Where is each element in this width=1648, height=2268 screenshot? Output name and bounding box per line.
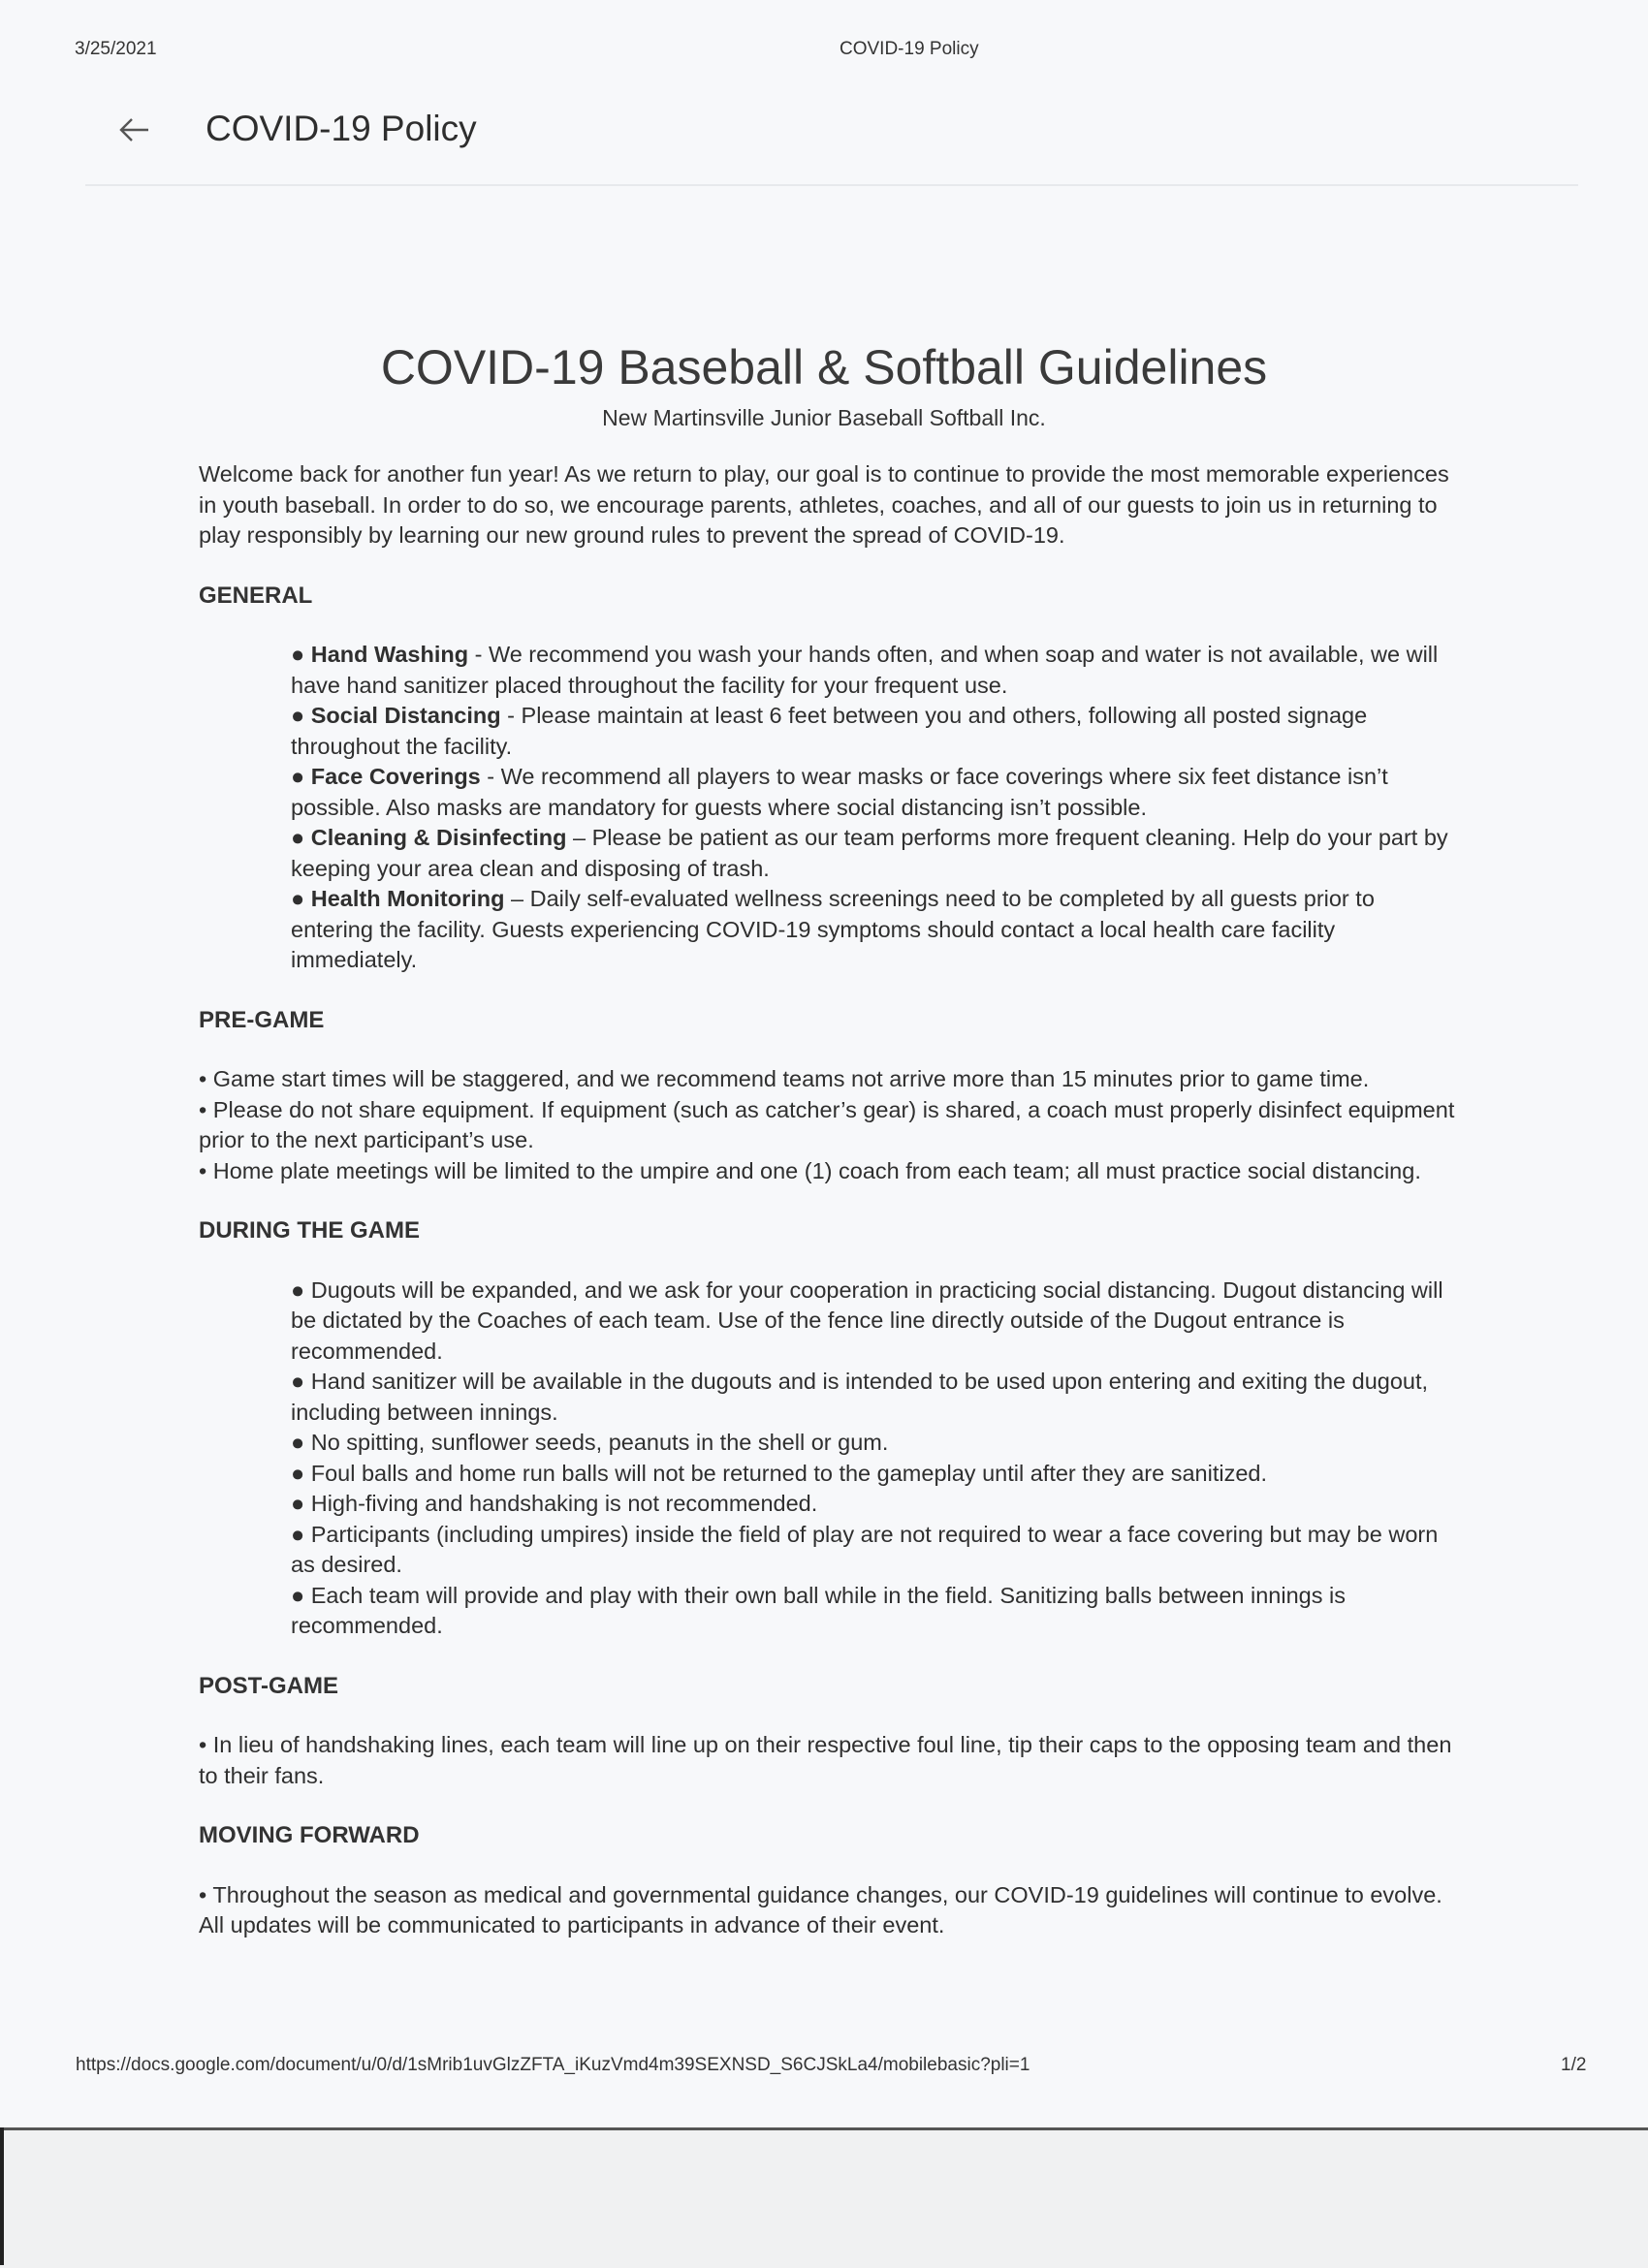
list-item: ● Participants (including umpires) inside the field of play are not required to wear a face covering but may be worn as desired.: [291, 1521, 1439, 1577]
document-title: COVID-19 Baseball & Softball Guidelines: [380, 340, 1268, 394]
item-label: Face Coverings: [310, 764, 481, 789]
list-item: ● Face Coverings - We recommend all players to wear masks or face coverings where six feet distance isn’t possible. Also masks are mandatory for guests where social distancing isn’t possible.: [291, 764, 1388, 820]
list-item: ● Health Monitoring – Daily self-evaluated wellness screenings need to be completed by all guests prior to entering the facility. Guests experiencing COVID-19 symptoms should contact a local health care facility immediately.: [291, 886, 1375, 972]
postgame-list: [199, 1730, 1459, 1791]
list-item: ● Hand Washing - We recommend you wash your hands often, and when soap and water is not available, we will have hand sanitizer placed throughout the facility for your frequent use.: [291, 642, 1439, 698]
scan-margin: [0, 2127, 1648, 2268]
list-item: ● Cleaning & Disinfecting – Please be patient as our team performs more frequent cleaning. Help do your part by keeping your area clean and disposing of trash.: [291, 825, 1448, 881]
section-heading-postgame: POST-GAME: [199, 1672, 339, 1699]
arrow-left-icon[interactable]: [117, 112, 152, 147]
scan-edge: [0, 2127, 4, 2265]
list-item: • Throughout the season as medical and governmental guidance changes, our COVID-19 guidelines will continue to evolve. All updates will be communicated to participants in advance of their event.: [199, 1881, 1442, 1937]
list-item: • In lieu of handshaking lines, each team will line up on their respective foul line, tip their caps to the opposing team and then to their fans.: [199, 1732, 1452, 1788]
print-header-title: COVID-19 Policy: [840, 39, 979, 59]
section-heading-general: GENERAL: [199, 582, 313, 609]
list-item: ● No spitting, sunflower seeds, peanuts in the shell or gum.: [291, 1430, 889, 1455]
print-footer-url: https://docs.google.com/document/u/0/d/1sMrib1uvGlzZFTA_iKuzVmd4m39SEXNSD_S6CJSkLa4/mobilebasic?pli=1: [76, 2055, 1030, 2075]
item-label: Health Monitoring: [310, 886, 505, 911]
pregame-list: [199, 1064, 1459, 1186]
app-bar-title: COVID-19 Policy: [206, 109, 477, 148]
intro-paragraph: Welcome back for another fun year! As we return to play, our goal is to continue to provide the most memorable experiences in youth baseball. In order to do so, we encourage parents, athletes, coaches, and all of our guests to join us in returning to play responsibly by learning our new ground rules to prevent the spread of COVID-19.: [199, 461, 1449, 548]
section-heading-moving-forward: MOVING FORWARD: [199, 1822, 420, 1848]
list-item: • Game start times will be staggered, and we recommend teams not arrive more than 15 minutes prior to game time.: [199, 1066, 1370, 1091]
list-item: ● High-fiving and handshaking is not recommended.: [291, 1491, 818, 1516]
page-number: 1/2: [1561, 2055, 1587, 2075]
list-item: ● Each team will provide and play with their own ball while in the field. Sanitizing balls between innings is recommended.: [291, 1582, 1346, 1638]
general-list: [291, 640, 1459, 976]
header-divider: [85, 184, 1578, 186]
list-item: ● Hand sanitizer will be available in the dugouts and is intended to be used upon entering and exiting the dugout, including between innings.: [291, 1369, 1429, 1425]
item-label: Hand Washing: [310, 642, 469, 667]
item-label: Cleaning & Disinfecting: [310, 825, 567, 850]
moving-forward-list: [199, 1880, 1459, 1941]
section-heading-pregame: PRE-GAME: [199, 1006, 325, 1033]
document-subtitle: New Martinsville Junior Baseball Softball Inc.: [602, 405, 1046, 430]
section-heading-during: DURING THE GAME: [199, 1217, 420, 1244]
list-item: ● Foul balls and home run balls will not be returned to the gameplay until after they are sanitized.: [291, 1460, 1267, 1486]
list-item: ● Dugouts will be expanded, and we ask for your cooperation in practicing social distancing. Dugout distancing will be dictated by the Coaches of each team. Use of the fence line directly outside of the Dugout entrance is recommended.: [291, 1276, 1443, 1364]
item-label: Social Distancing: [310, 703, 501, 728]
document-body: [199, 459, 1459, 1970]
list-item: ● Social Distancing - Please maintain at least 6 feet between you and others, following all posted signage throughout the facility.: [291, 703, 1368, 759]
list-item: • Please do not share equipment. If equipment (such as catcher’s gear) is shared, a coach must properly disinfect equipment prior to the next participant’s use.: [199, 1096, 1455, 1152]
print-date: 3/25/2021: [75, 39, 157, 59]
list-item: • Home plate meetings will be limited to the umpire and one (1) coach from each team; all must practice social distancing.: [199, 1157, 1421, 1183]
during-list: [291, 1276, 1459, 1642]
